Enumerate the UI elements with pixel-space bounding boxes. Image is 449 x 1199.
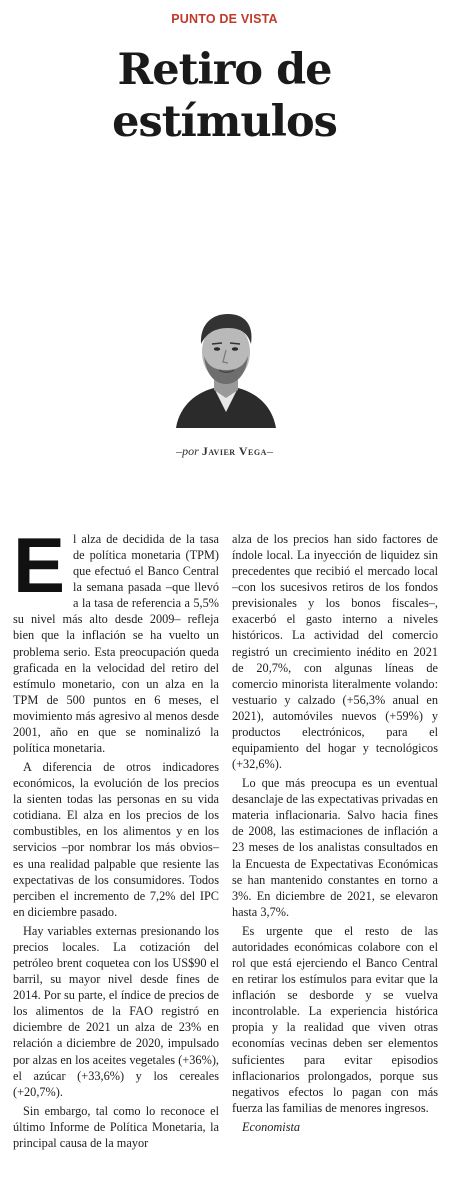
author-signature: Economista — [242, 1119, 301, 1134]
paragraph-1-text: l alza de decidida de la tasa de política monetaria (TPM) que efectuó el Banco Central la semana pasada –que llevó a la tasa de referencia a 5,5% su nivel más alto desde 2009– refleja bien que la inflación se ha vuelto un problema serio. Esta preocupación queda graficada en la velocidad del retiro del estímulo monetario, con un alza en la TPM de 500 puntos en 6 meses, el movimiento más agresivo al menos desde 2001, año en que se nominalizó la política monetaria. — [13, 532, 219, 756]
author-name: Javier Vega — [201, 444, 267, 458]
byline-suffix: – — [266, 444, 273, 458]
article-column-right — [232, 531, 438, 1135]
byline — [0, 444, 449, 459]
paragraph-4: Sin embargo, tal como lo reconoce el último Informe de Política Monetaria, la principal causa de la mayor — [13, 1103, 219, 1150]
byline-prefix: –por — [176, 444, 202, 458]
drop-cap: E — [13, 521, 66, 609]
paragraph-3: Hay variables externas presionando los precios locales. La cotización del petróleo brent coquetea con los US$90 el barril, su mayor nivel desde fines de 2014. Por su parte, el índice de precios de los alimentos de la FAO registró en diciembre de 2021 un alza de 23% en relación a diciembre de 2020, impulsado por alzas en los aceites vegetales (+36%), el azúcar (+33,6%) y los cereales (+20,7%). — [13, 923, 219, 1099]
paragraph-2: A diferencia de otros indicadores económicos, la evolución de los precios la sienten todas las personas en su vida cotidiana. El alza en los precios de los combustibles, en los alimentos y en los servicios –por nombrar los más obvios– es una realidad palpable que resiente las expectativas de los consumidores. Todos perciben el incremento de 7,2% del IPC en diciembre pasado. — [13, 760, 219, 919]
section-kicker: PUNTO DE VISTA — [171, 12, 278, 26]
paragraph-6: Es urgente que el resto de las autoridades económicas colabore con el rol que está ejerciendo el Banco Central en retirar los estímulos para evitar que la inflación se desborde y se vuelva incontrolable. La experiencia histórica propia y la realidad que viven otras economías vecinas deben ser elementos suficientes para evitar episodios inflacionarios prolongados, porque sus negativos efectos lo pagan con más fuerza las familias de menores ingresos. — [232, 923, 438, 1115]
article-title — [0, 44, 449, 148]
title-line-2: estímulos — [112, 97, 337, 147]
paragraph-4-continued: alza de los precios han sido factores de índole local. La inyección de liquidez sin precedentes que recibió el mercado local –con los sucesivos retiros de los fondos previsionales y los bonos fiscales–, exacerbó el gasto interno a niveles históricos. La actividad del comercio registró un crecimiento inédito en 2021 de 20,7%, con algunas líneas de comercio minorista literalmente volando: vestuario y calzado (+56,3% anual en 2021), automóviles nuevos (+59%) y productos electrónicos, para el equipamiento del hogar y tecnológicos (+32,6%). — [232, 532, 438, 772]
article-column-left — [13, 521, 219, 1151]
paragraph-5: Lo que más preocupa es un eventual desanclaje de las expectativas privadas en materia inflacionaria. Salvo hacia fines de 2008, las estimaciones de inflación a 23 meses de los analistas consultados en la Encuesta de Expectativas Económicas se han mantenido constantes en torno a 3%. En diciembre de 2021, se elevaron hasta 3,7%. — [232, 776, 438, 919]
title-line-1: Retiro de — [117, 45, 332, 95]
author-portrait — [168, 300, 284, 428]
paragraph-1 — [13, 521, 219, 756]
